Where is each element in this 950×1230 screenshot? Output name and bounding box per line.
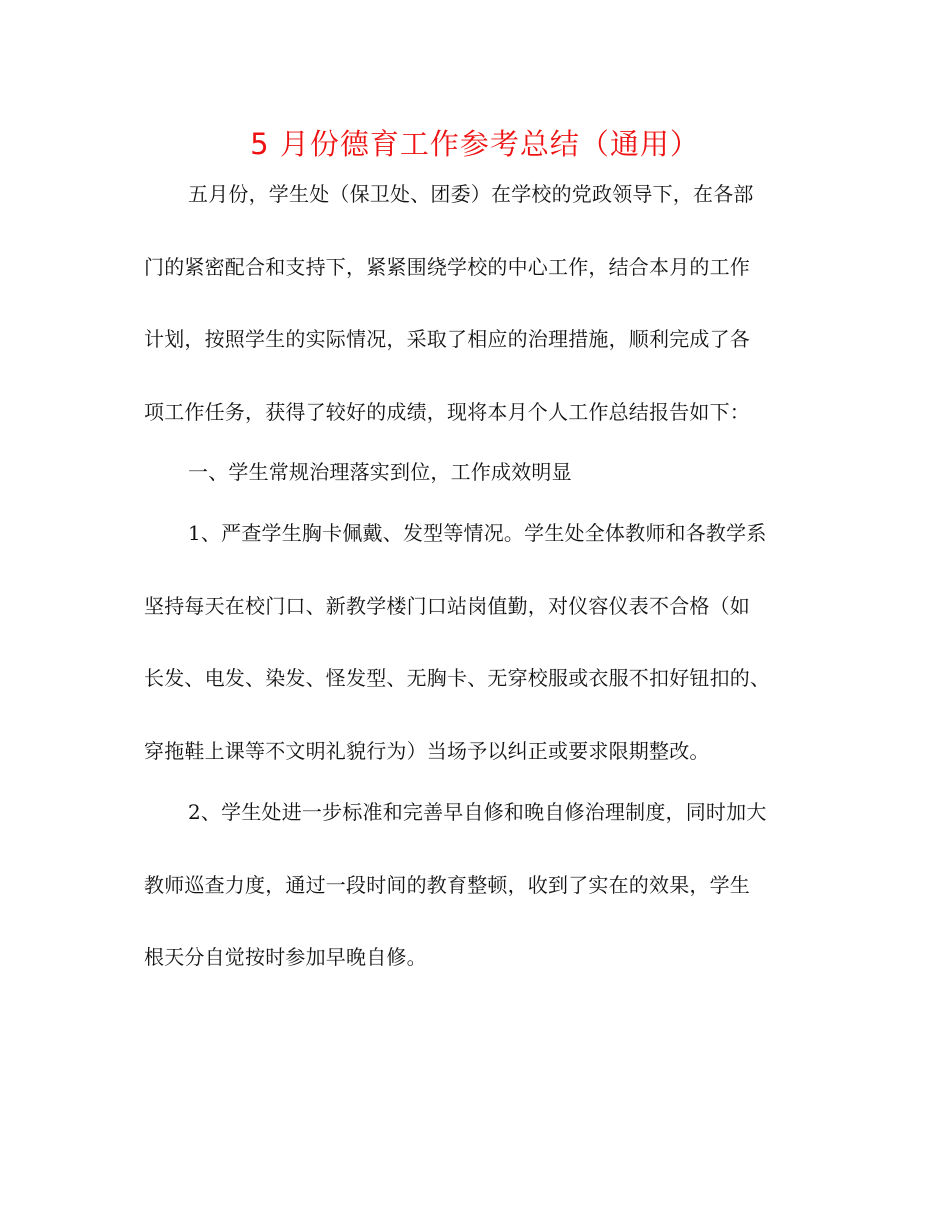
paragraph-2-line-4: 穿拖鞋上课等不文明礼貌行为）当场予以纠正或要求限期整改。 xyxy=(144,739,710,763)
paragraph-2-line-2: 坚持每天在校门口、新教学楼门口站岗值勤，对仪容仪表不合格（如 xyxy=(144,594,750,618)
paragraph-3-line-2: 教师巡查力度，通过一段时间的教育整顿，收到了实在的效果，学生 xyxy=(144,873,750,897)
document-title: 5 月份德育工作参考总结（通用） xyxy=(250,127,700,161)
paragraph-3-line-1: 2、学生处进一步标准和完善早自修和晚自修治理制度，同时加大 xyxy=(188,800,767,824)
section-heading-1: 一、学生常规治理落实到位，工作成效明显 xyxy=(188,460,572,484)
paragraph-2-line-3: 长发、电发、染发、怪发型、无胸卡、无穿校服或衣服不扣好钮扣的、 xyxy=(144,666,771,690)
paragraph-1-line-1: 五月份，学生处（保卫处、团委）在学校的党政领导下，在各部 xyxy=(188,182,754,206)
paragraph-1-line-4: 项工作任务，获得了较好的成绩，现将本月个人工作总结报告如下： xyxy=(144,400,750,424)
paragraph-3-line-3: 根天分自觉按时参加早晚自修。 xyxy=(144,945,427,969)
paragraph-1-line-2: 门的紧密配合和支持下，紧紧围绕学校的中心工作，结合本月的工作 xyxy=(144,255,750,279)
paragraph-2-line-1: 1、严查学生胸卡佩戴、发型等情况。学生处全体教师和各教学系 xyxy=(188,521,767,545)
paragraph-1-line-3: 计划，按照学生的实际情况，采取了相应的治理措施，顺利完成了各 xyxy=(144,327,750,351)
